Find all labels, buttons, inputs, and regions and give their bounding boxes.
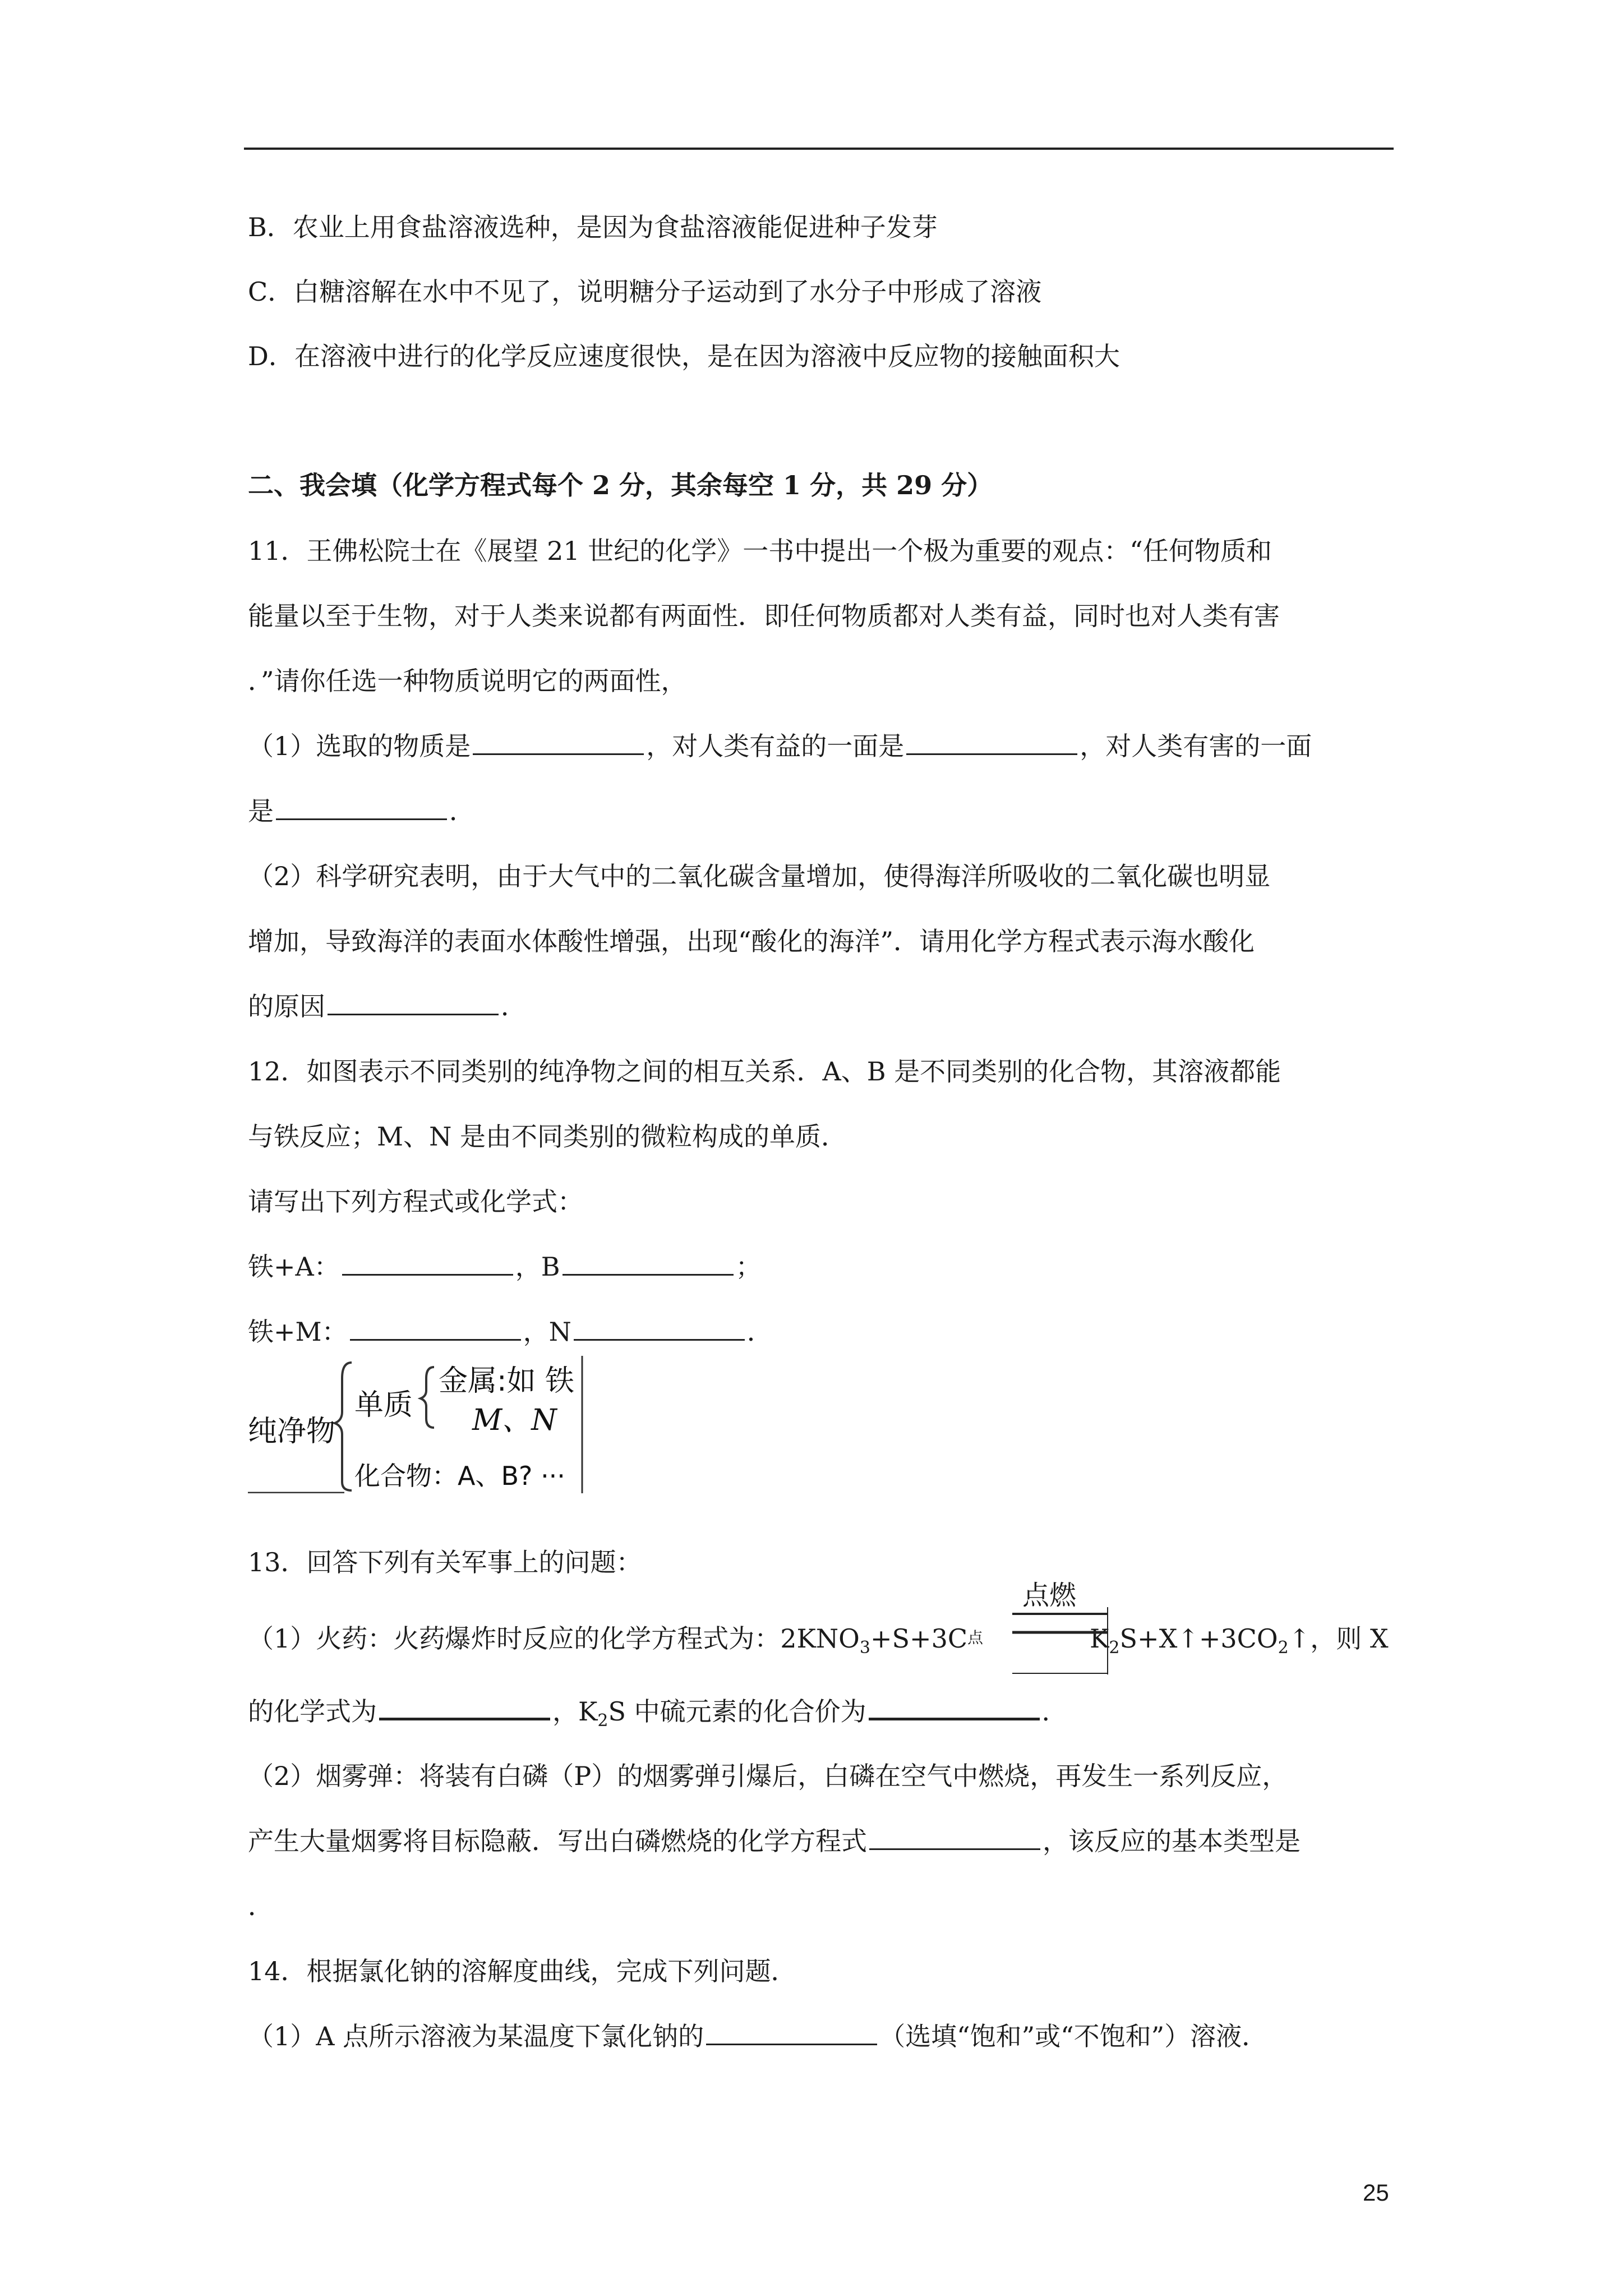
q13-line-1: 13．回答下列有关军事上的问题： [248, 1547, 642, 1577]
classification-diagram [248, 1356, 583, 1493]
q14-line-1: 14．根据氯化钠的溶解度曲线，完成下列问题． [248, 1956, 797, 1986]
q13-part2-line-2: 产生大量烟雾将目标隐蔽．写出白磷燃烧的化学方程式 ，该反应的基本类型是 [248, 1826, 1301, 1856]
metal-label: 金属:如 铁 [439, 1364, 575, 1398]
answer-blank[interactable] [574, 1315, 745, 1341]
answer-blank[interactable] [342, 1250, 513, 1276]
option-c: C．白糖溶解在水中不见了，说明糖分子运动到了水分子中形成了溶液 [248, 277, 1042, 307]
answer-blank[interactable] [328, 990, 499, 1015]
section-heading: 二、我会填（化学方程式每个 2 分，其余每空 1 分，共 29 分） [248, 470, 993, 500]
page-number: 25 [1363, 2179, 1389, 2206]
q12-iron-m: 铁+M： ，N ． [248, 1317, 773, 1347]
answer-blank[interactable] [379, 1694, 550, 1720]
ignition-label: 点燃 [1022, 1580, 1077, 1611]
header-rule [244, 148, 1394, 150]
q11-part1-cont: 是 ． [248, 796, 475, 826]
q13-part2-line-3: ． [248, 1891, 274, 1921]
q12-line-1: 12．如图表示不同类别的纯净物之间的相互关系．A、B 是不同类别的化合物，其溶液都能 [248, 1056, 1281, 1087]
answer-blank[interactable] [276, 795, 447, 820]
q13-equation: （1）火药：火药爆炸时反应的化学方程式为：$2KNO_3+S+3C$点 $K_2S+X↑+3CO_2↑$，则 X [248, 1623, 1389, 1658]
q12-iron-a: 铁+A： ，B ； [248, 1251, 762, 1282]
option-d: D．在溶液中进行的化学反应速度很快，是在因为溶液中反应物的接触面积大 [248, 341, 1120, 371]
q11-line-3: ．”请你任选一种物质说明它的两面性， [248, 666, 687, 696]
answer-blank[interactable] [350, 1315, 521, 1341]
q12-line-2: 与铁反应；M、N 是由不同类别的微粒构成的单质． [248, 1121, 847, 1152]
q11-part2-line-3: 的原因 ． [248, 991, 527, 1022]
mn-label: M、N [472, 1404, 557, 1437]
answer-blank[interactable] [869, 1694, 1040, 1720]
answer-blank[interactable] [869, 1825, 1040, 1850]
q13-part2-line-1: （2）烟雾弹：将装有白磷（P）的烟雾弹引爆后，白磷在空气中燃烧，再发生一系列反应， [248, 1761, 1288, 1791]
answer-blank[interactable] [562, 1250, 734, 1276]
q11-part2-line-2: 增加，导致海洋的表面水体酸性增强，出现“酸化的海洋”．请用化学方程式表示海水酸化 [248, 926, 1255, 956]
pure-substance-label: 纯净物 [248, 1415, 336, 1448]
answer-blank[interactable] [906, 730, 1077, 755]
answer-blank[interactable] [473, 730, 644, 755]
q13-part1-cont: 的化学式为 ，$K_2S$ 中硫元素的化合价为 ． [248, 1694, 1068, 1738]
option-b: B．农业上用食盐溶液选种，是因为食盐溶液能促进种子发芽 [248, 212, 938, 242]
q11-line-1: 11．王佛松院士在《展望 21 世纪的化学》一书中提出一个极为重要的观点：“任何物质和 [248, 536, 1272, 566]
q11-part2-line-1: （2）科学研究表明，由于大气中的二氧化碳含量增加，使得海洋所吸收的二氧化碳也明显 [248, 861, 1271, 891]
q11-line-2: 能量以至于生物，对于人类来说都有两面性．即任何物质都对人类有益，同时也对人类有害 [248, 601, 1280, 631]
q14-part1: （1）A 点所示溶液为某温度下氯化钠的 （选填“饱和”或“不饱和”）溶液． [248, 2021, 1268, 2051]
compound-label: 化合物：A、B? ··· [354, 1461, 565, 1491]
element-label: 单质 [354, 1388, 413, 1422]
q11-part1: （1）选取的物质是 ，对人类有益的一面是 ，对人类有害的一面 [248, 731, 1312, 761]
answer-blank[interactable] [706, 2020, 877, 2045]
q12-line-3: 请写出下列方程式或化学式： [248, 1186, 583, 1217]
ignition-condition [1007, 1573, 1110, 1674]
